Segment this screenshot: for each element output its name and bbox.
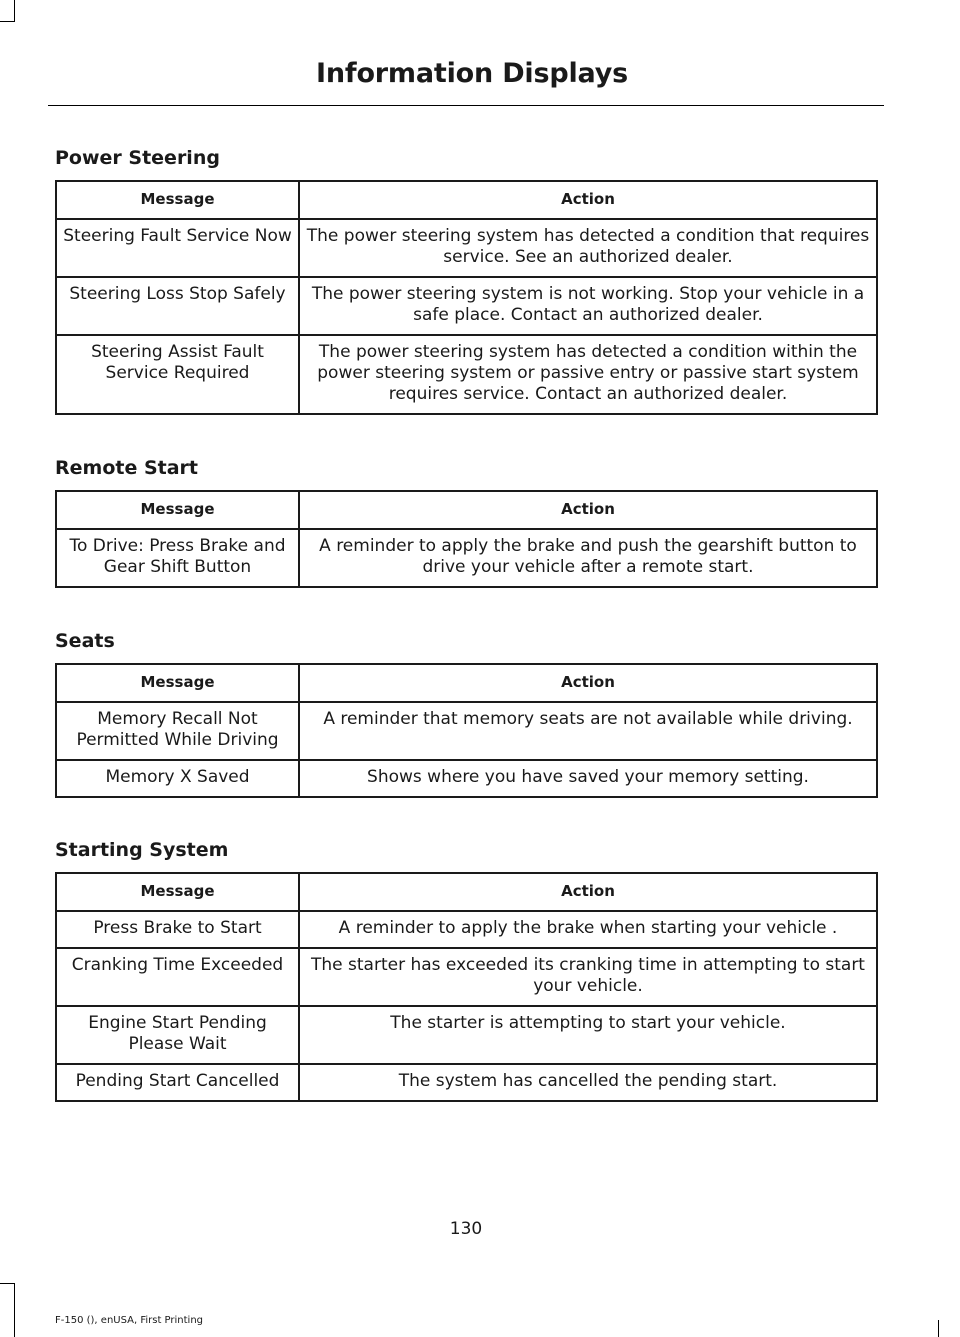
table-row	[56, 219, 877, 277]
table-row	[56, 760, 877, 797]
column-header-message: Message	[56, 491, 299, 529]
action-cell: The starter is attempting to start your vehicle.	[299, 1006, 877, 1064]
action-cell: A reminder that memory seats are not available while driving.	[299, 702, 877, 760]
section-heading: Seats	[55, 630, 115, 652]
crop-mark	[14, 1283, 15, 1337]
crop-mark	[0, 1283, 15, 1284]
column-header-action: Action	[299, 181, 877, 219]
action-cell: The power steering system is not working. Stop your vehicle in a safe place. Contact an authorized dealer.	[299, 277, 877, 335]
table-header-row	[56, 181, 877, 219]
message-cell: Cranking Time Exceeded	[56, 948, 299, 1006]
action-cell: The system has cancelled the pending start.	[299, 1064, 877, 1101]
crop-mark	[14, 0, 15, 22]
table-row	[56, 277, 877, 335]
message-cell: Memory Recall Not Permitted While Driving	[56, 702, 299, 760]
action-cell: The power steering system has detected a condition that requires service. See an authorized dealer.	[299, 219, 877, 277]
message-cell: Steering Fault Service Now	[56, 219, 299, 277]
crop-mark	[0, 21, 15, 22]
table-row	[56, 1064, 877, 1101]
edition-footer: F-150 (), enUSA, First Printing	[55, 1315, 204, 1326]
action-cell: A reminder to apply the brake and push the gearshift button to drive your vehicle after a remote start.	[299, 529, 877, 587]
message-cell: Engine Start Pending Please Wait	[56, 1006, 299, 1064]
column-header-action: Action	[299, 873, 877, 911]
message-table	[55, 490, 878, 588]
section-heading: Power Steering	[55, 147, 220, 169]
message-cell: Pending Start Cancelled	[56, 1064, 299, 1101]
section-heading: Starting System	[55, 839, 229, 861]
title-divider	[48, 105, 884, 106]
table-row	[56, 529, 877, 587]
table-header-row	[56, 664, 877, 702]
message-table	[55, 180, 878, 415]
crop-mark	[938, 1320, 939, 1337]
table-row	[56, 948, 877, 1006]
column-header-action: Action	[299, 664, 877, 702]
section-heading: Remote Start	[55, 457, 198, 479]
table-row	[56, 911, 877, 948]
action-cell: A reminder to apply the brake when starting your vehicle .	[299, 911, 877, 948]
message-cell: Press Brake to Start	[56, 911, 299, 948]
section-remote-start	[55, 456, 878, 588]
section-power-steering	[55, 146, 878, 415]
table-row	[56, 1006, 877, 1064]
action-cell: The starter has exceeded its cranking time in attempting to start your vehicle.	[299, 948, 877, 1006]
column-header-message: Message	[56, 873, 299, 911]
table-row	[56, 702, 877, 760]
column-header-action: Action	[299, 491, 877, 529]
column-header-message: Message	[56, 181, 299, 219]
message-cell: Steering Assist Fault Service Required	[56, 335, 299, 414]
section-seats	[55, 629, 878, 798]
message-cell: Memory X Saved	[56, 760, 299, 797]
table-header-row	[56, 873, 877, 911]
section-starting-system	[55, 838, 878, 1102]
table-row	[56, 335, 877, 414]
message-table	[55, 872, 878, 1102]
table-header-row	[56, 491, 877, 529]
page-title: Information Displays	[316, 58, 628, 89]
message-cell: To Drive: Press Brake and Gear Shift Button	[56, 529, 299, 587]
column-header-message: Message	[56, 664, 299, 702]
action-cell: The power steering system has detected a condition within the power steering system or passive entry or passive start system requires service. Contact an authorized dealer.	[299, 335, 877, 414]
message-cell: Steering Loss Stop Safely	[56, 277, 299, 335]
message-table	[55, 663, 878, 798]
action-cell: Shows where you have saved your memory setting.	[299, 760, 877, 797]
page-number: 130	[449, 1219, 483, 1239]
